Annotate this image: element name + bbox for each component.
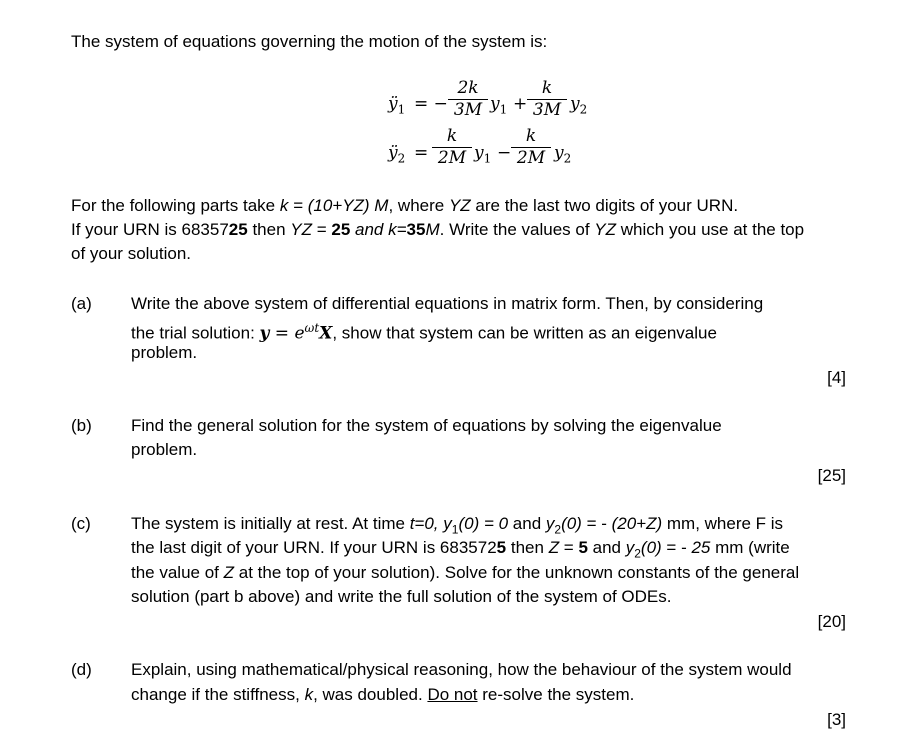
part-a-mark: [4] (827, 368, 846, 387)
part-a-line-1: Write the above system of differential equations in matrix form. Then, by considering (131, 294, 764, 313)
para-line-2: If your URN is 6835725 then YZ = 25 and k=35M. Write the values of YZ which you use at the top (71, 220, 805, 239)
para-line-3: of your solution. (71, 244, 192, 263)
eq2-lhs: $ÿ_2$ (388, 143, 406, 166)
part-d-mark: [3] (827, 710, 846, 729)
eq2-op: − (497, 143, 512, 163)
eq1-equals: = − (414, 94, 448, 114)
eq1-term2: $y_2$ (570, 94, 588, 117)
part-c-line-4: solution (part b above) and write the full solution of the system of ODEs. (131, 587, 672, 606)
part-b-label: (b) (71, 416, 92, 435)
eq2-term2: $y_2$ (554, 143, 572, 166)
part-c-mark: [20] (817, 612, 846, 631)
eq2-term1: $y_1$ (474, 143, 492, 166)
part-c-label: (c) (71, 514, 91, 533)
eq1-lhs: $ÿ_1$ (388, 94, 406, 117)
part-d-line-1: Explain, using mathematical/physical reasoning, how the behaviour of the system would (131, 660, 792, 679)
eq2-frac1: $\frac{k}{2M}$ (432, 126, 472, 168)
part-a-label: (a) (71, 294, 92, 313)
part-b-line-2: problem. (131, 440, 198, 459)
part-c-line-3: the value of Z at the top of your solution). Solve for the unknown constants of the general (131, 563, 800, 582)
part-b-line-1: Find the general solution for the system of equations by solving the eigenvalue (131, 416, 722, 435)
part-c-line-2: the last digit of your URN. If your URN is 6835725 then Z = 5 and $y_2(0)$ = - 25 mm (write (131, 538, 790, 561)
intro-text: The system of equations governing the motion of the system is: (71, 32, 548, 51)
part-d-label: (d) (71, 660, 92, 679)
eq1-frac2: $\frac{k}{3M}$ (527, 78, 567, 120)
para-line-1: For the following parts take k = (10+YZ) M, where YZ are the last two digits of your URN. (71, 196, 739, 215)
eq1-frac1: $\frac{2k}{3M}$ (448, 78, 488, 120)
eq1-op: + (513, 94, 528, 114)
eq1-term1: $y_1$ (490, 94, 508, 117)
part-b-mark: [25] (817, 466, 846, 485)
part-c-line-1: The system is initially at rest. At time t=0, $y_1(0) = 0$ and $y_2(0)$ = - (20+Z) mm, where F is (131, 514, 784, 537)
part-a-line-3: problem. (131, 343, 198, 362)
eq2-frac2: $\frac{k}{2M}$ (511, 126, 551, 168)
part-a-line-2: the trial solution: $y = e^{\omega t}X$, show that system can be written as an eigenvalue (131, 321, 717, 344)
eq2-equals: = (414, 143, 429, 163)
part-d-line-2: change if the stiffness, k, was doubled. Do not re-solve the system. (131, 685, 635, 704)
